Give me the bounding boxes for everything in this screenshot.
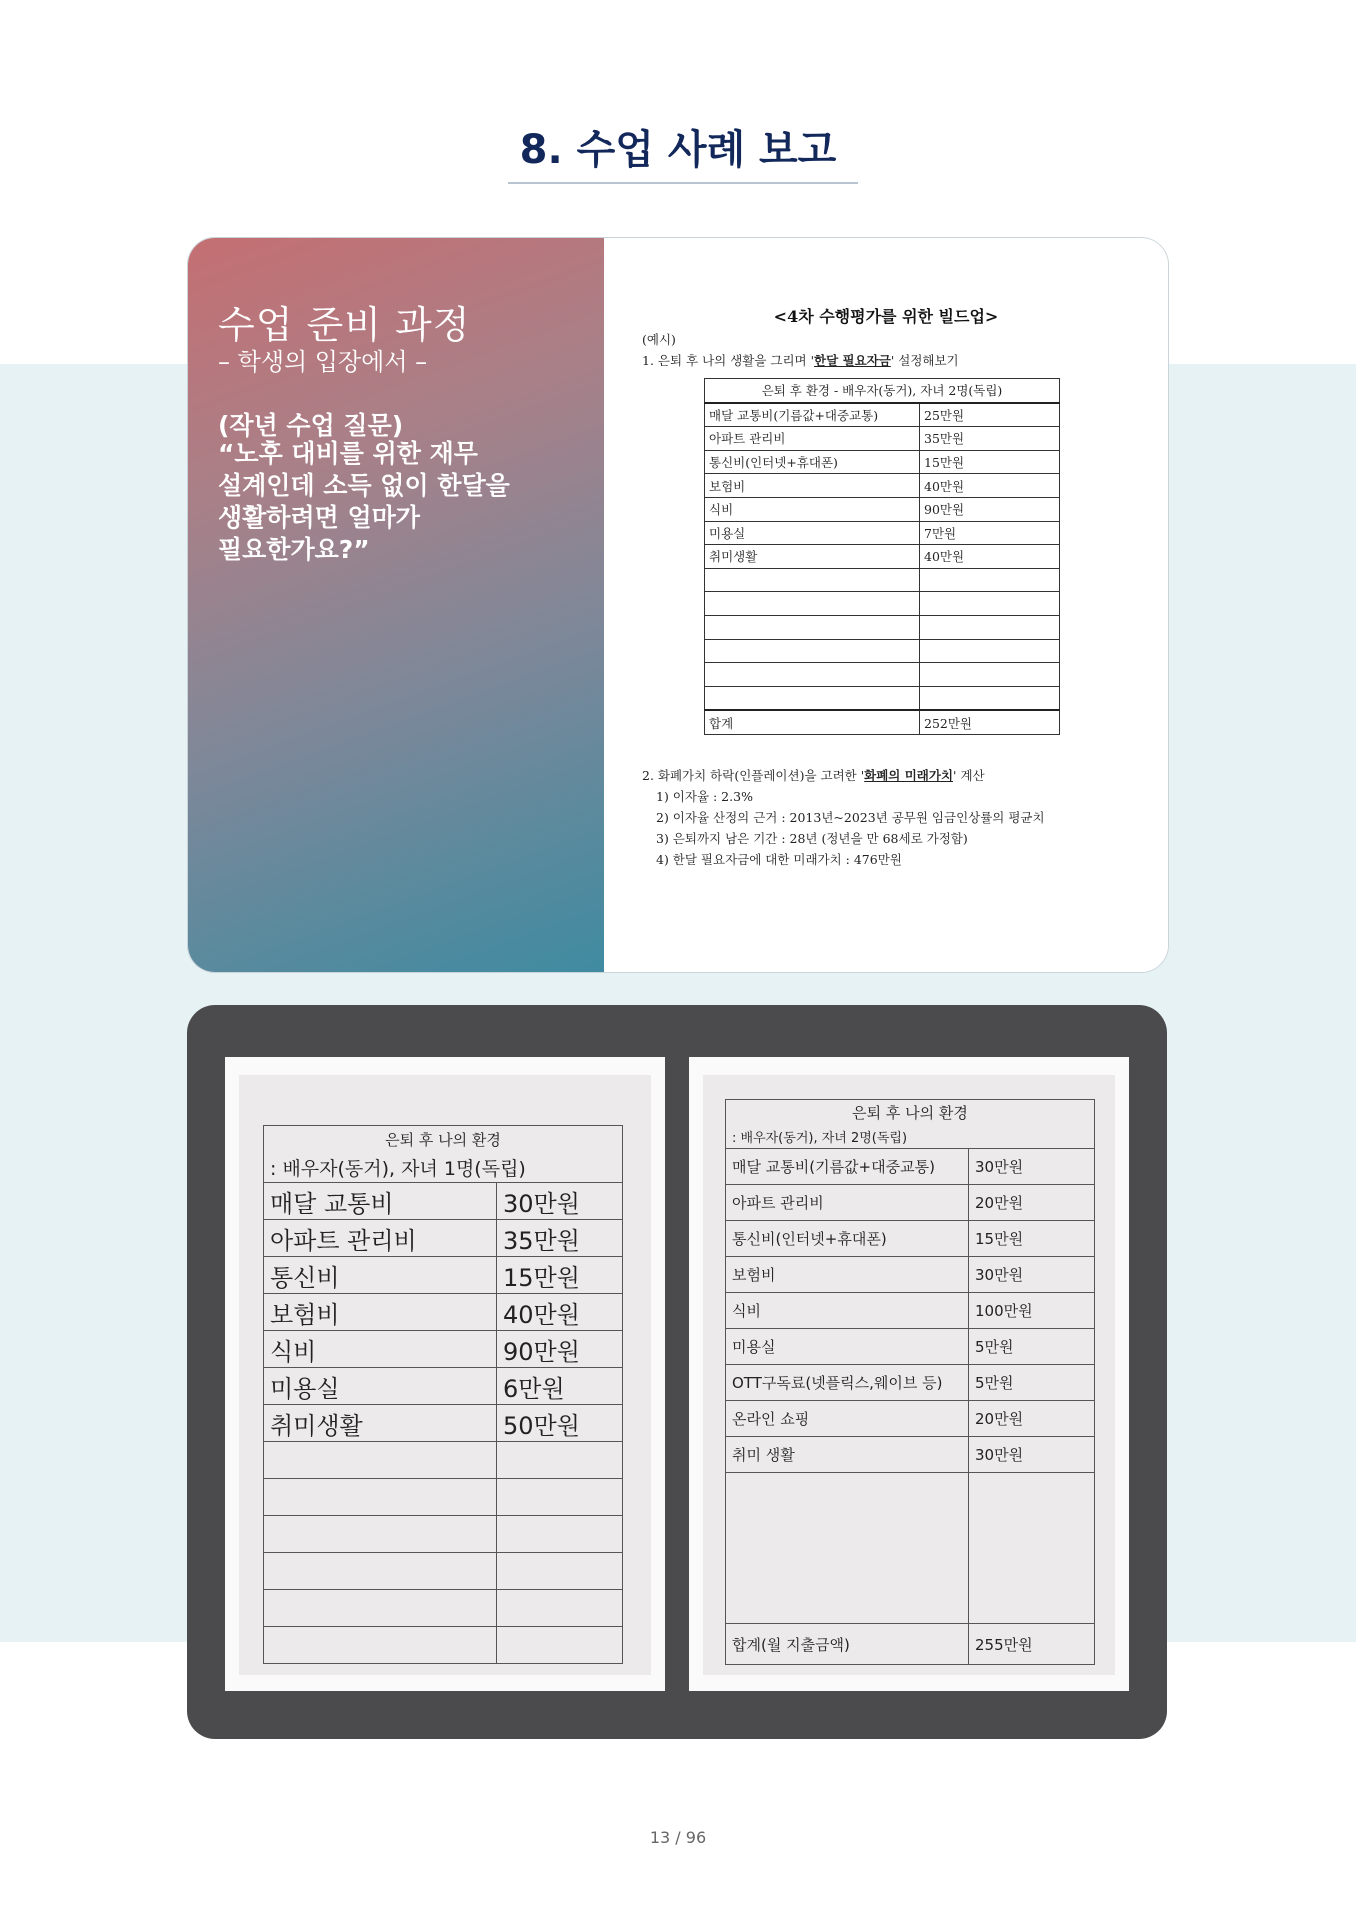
student-1-table: 은퇴 후 나의 환경 : 배우자(동거), 자녀 1명(독립) 매달 교통비 30만원 아파트 관리비 35만원 통신비 15만원 보험비 40만원 식비 90만원 미용실 6만원 취미생활 50만원: [263, 1125, 623, 1664]
worksheet-title: <4차 수행평가를 위한 빌드업>: [773, 307, 999, 326]
table-row-empty: [705, 639, 1060, 663]
table-row: 온라인 쇼핑 20만원: [726, 1401, 1095, 1437]
table-row-empty: [264, 1479, 623, 1516]
table-row-empty: [264, 1553, 623, 1590]
student-2-table: 은퇴 후 나의 환경 : 배우자(동거), 자녀 2명(독립) 매달 교통비(기름값+대중교통) 30만원 아파트 관리비 20만원 통신비(인터넷+휴대폰) 15만원 보험비 30만원 식비 100만원 미용실 5만원 OTT구독료(넷플릭스,웨이브 등) 5만원 온라인 쇼핑 20만원 취미 생활 30만원 합계(월 지출금액) 255만원: [725, 1099, 1095, 1665]
table-row: 매달 교통비(기름값+대중교통) 30만원: [726, 1149, 1095, 1185]
list-item: 3) 은퇴까지 남은 기간 : 28년 (정년을 만 68세로 가정함): [656, 831, 968, 846]
table-row: 식비 90만원: [705, 497, 1060, 521]
table-row-empty: [705, 568, 1060, 592]
prep-subtitle: – 학생의 입장에서 –: [218, 348, 428, 376]
page-title: 8. 수업 사례 보고: [519, 127, 837, 173]
list-item: 1) 이자율 : 2.3%: [656, 789, 753, 804]
prep-panel: [188, 238, 604, 972]
table-row: 취미생활 40만원: [705, 545, 1060, 569]
table-row: 매달 교통비(기름값+대중교통) 25만원: [705, 403, 1060, 427]
table-row: 식비 90만원: [264, 1331, 623, 1368]
table-row-empty: [264, 1442, 623, 1479]
table-row: 취미생활 50만원: [264, 1405, 623, 1442]
lesson-prep-card: [187, 237, 1169, 973]
table-row: 미용실 7만원: [705, 521, 1060, 545]
table-total-row: 합계 252만원: [705, 710, 1060, 734]
table-row-empty: [705, 686, 1060, 710]
table-row: 통신비 15만원: [264, 1257, 623, 1294]
table-row: 아파트 관리비 35만원: [705, 427, 1060, 451]
table-row: 통신비(인터넷+휴대폰) 15만원: [705, 450, 1060, 474]
table-row: 아파트 관리비 35만원: [264, 1220, 623, 1257]
table-row: 보험비 30만원: [726, 1257, 1095, 1293]
table-row: 식비 100만원: [726, 1293, 1095, 1329]
question-label: (작년 수업 질문): [218, 411, 404, 440]
worksheet-item-1: 1. 은퇴 후 나의 생활을 그리며 '한달 필요자금' 설정해보기: [642, 353, 959, 368]
question-text: “노후 대비를 위한 재무 설계인데 소득 없이 한달을 생활하려면 얼마가 필요한가요?”: [218, 439, 510, 564]
prep-title: 수업 준비 과정: [218, 303, 471, 347]
worksheet-example: [604, 238, 1168, 972]
page-number: 13 / 96: [649, 1828, 707, 1847]
table-row-empty: [705, 592, 1060, 616]
list-item: 4) 한달 필요자금에 대한 미래가치 : 476만원: [656, 852, 902, 867]
student-work-card: [187, 1005, 1167, 1739]
table-row: 취미 생활 30만원: [726, 1437, 1095, 1473]
table-row-empty: [264, 1516, 623, 1553]
table-row-empty: [264, 1590, 623, 1627]
table-row: 미용실 6만원: [264, 1368, 623, 1405]
table-total-row: 합계(월 지출금액) 255만원: [726, 1624, 1095, 1665]
table-row: 통신비(인터넷+휴대폰) 15만원: [726, 1221, 1095, 1257]
list-item: 2) 이자율 산정의 근거 : 2013년~2023년 공무원 임금인상률의 평균치: [656, 810, 1045, 825]
table-header: 은퇴 후 환경 - 배우자(동거), 자녀 2명(독립): [705, 379, 1060, 403]
student-photo-2: [689, 1057, 1129, 1691]
table-row: 미용실 5만원: [726, 1329, 1095, 1365]
title-divider: [508, 182, 858, 184]
table-row: 보험비 40만원: [264, 1294, 623, 1331]
table-row-empty: [726, 1473, 1095, 1624]
table-row-empty: [705, 615, 1060, 639]
table-row-empty: [264, 1627, 623, 1664]
table-row: 보험비 40만원: [705, 474, 1060, 498]
table-row: 매달 교통비 30만원: [264, 1183, 623, 1220]
student-photo-1: [225, 1057, 665, 1691]
example-label: (예시): [642, 332, 676, 347]
expense-table: [704, 378, 1060, 735]
table-row-empty: [705, 663, 1060, 687]
table-row: 아파트 관리비 20만원: [726, 1185, 1095, 1221]
worksheet-item-2: 2. 화폐가치 하락(인플레이션)을 고려한 '화폐의 미래가치' 계산 1) 이자율 : 2.3% 2) 이자율 산정의 근거 : 2013년~2023년 공무원 임금인상률의 평균치 3) 은퇴까지 남은 기간 : 28년 (정년을 만 68세로 가정함) 4) 한달 필요자금에 대한 미래가치 : 476만원: [642, 765, 1045, 870]
table-row: OTT구독료(넷플릭스,웨이브 등) 5만원: [726, 1365, 1095, 1401]
